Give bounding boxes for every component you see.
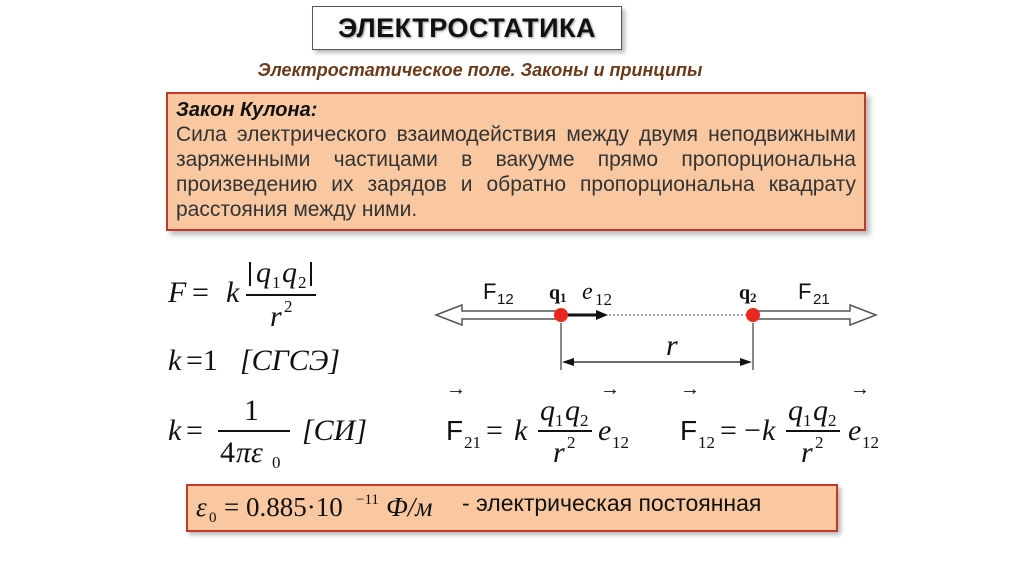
svg-text:1: 1 bbox=[555, 411, 564, 430]
f12-formula bbox=[680, 378, 879, 469]
svg-text:2: 2 bbox=[284, 297, 293, 316]
f12-label: F bbox=[483, 279, 497, 304]
svg-text:q: q bbox=[282, 256, 297, 289]
charge-q1 bbox=[554, 308, 568, 322]
coulomb-formula bbox=[167, 256, 316, 333]
svg-text:k: k bbox=[168, 414, 182, 447]
force-diagram bbox=[436, 279, 876, 370]
svg-text:1: 1 bbox=[272, 273, 281, 292]
section-subtitle: Электростатическое поле. Законы и принципы bbox=[257, 60, 703, 80]
svg-text:ε: ε bbox=[196, 492, 207, 522]
svg-text:= 0.885·10: = 0.885·10 bbox=[224, 492, 343, 522]
q2-sub: 2 bbox=[750, 290, 757, 305]
k-si-formula bbox=[168, 394, 367, 472]
f21-formula bbox=[446, 378, 629, 469]
svg-text:=: = bbox=[186, 414, 203, 447]
q1-label: q bbox=[549, 282, 561, 304]
svg-text:0: 0 bbox=[272, 453, 281, 472]
svg-text:1: 1 bbox=[803, 411, 812, 430]
f12-sub: 12 bbox=[497, 291, 514, 308]
k-si-unit: [СИ] bbox=[302, 414, 368, 447]
svg-text:q: q bbox=[256, 256, 271, 289]
svg-text:21: 21 bbox=[464, 433, 481, 452]
svg-text:→: → bbox=[446, 378, 466, 400]
svg-text:k: k bbox=[762, 414, 776, 447]
svg-text:−11: −11 bbox=[356, 492, 379, 508]
e12-sub: 12 bbox=[595, 290, 612, 309]
q2-label: q bbox=[739, 282, 751, 304]
svg-text:Ф/м: Ф/м bbox=[386, 492, 433, 522]
k-cgs-formula bbox=[168, 344, 340, 377]
distance-r-label: r bbox=[666, 329, 678, 362]
svg-text:q: q bbox=[813, 394, 828, 427]
svg-text:=: = bbox=[720, 414, 737, 447]
svg-text:→: → bbox=[680, 378, 700, 400]
svg-text:→: → bbox=[850, 378, 870, 400]
svg-text:q: q bbox=[565, 394, 580, 427]
svg-text:F: F bbox=[168, 276, 187, 309]
svg-text:e: e bbox=[848, 414, 862, 447]
svg-text:r: r bbox=[801, 436, 813, 469]
law-text: Сила электрического взаимодействия между двумя неподвижными заряженными частицами в вакууме прямо пропорциональна произведению их зарядов и обратно пропорциональна квадрату расстояния между ними. bbox=[176, 123, 856, 221]
svg-text:1: 1 bbox=[244, 394, 259, 427]
constant-description: - электрическая постоянная bbox=[462, 490, 762, 516]
svg-text:12: 12 bbox=[698, 433, 715, 452]
f12-arrow bbox=[436, 305, 560, 325]
svg-text:12: 12 bbox=[612, 433, 629, 452]
svg-text:k: k bbox=[514, 414, 528, 447]
svg-text:F: F bbox=[680, 415, 698, 446]
q1-sub: 1 bbox=[560, 290, 567, 305]
svg-text:=1: =1 bbox=[186, 344, 218, 377]
svg-text:0: 0 bbox=[209, 510, 217, 526]
svg-text:12: 12 bbox=[862, 433, 879, 452]
svg-text:2: 2 bbox=[567, 433, 576, 452]
svg-text:q: q bbox=[540, 394, 555, 427]
svg-text:r: r bbox=[553, 436, 565, 469]
svg-text:F: F bbox=[446, 415, 464, 446]
svg-text:r: r bbox=[270, 300, 282, 333]
svg-text:e: e bbox=[598, 414, 612, 447]
svg-text:=: = bbox=[486, 414, 503, 447]
charge-q2 bbox=[746, 308, 760, 322]
k-cgs-unit: [СГСЭ] bbox=[240, 344, 341, 377]
svg-text:2: 2 bbox=[298, 273, 307, 292]
f21-label: F bbox=[798, 279, 812, 304]
page-title: ЭЛЕКТРОСТАТИКА bbox=[337, 12, 597, 43]
f21-arrow bbox=[758, 305, 876, 325]
svg-text:πε: πε bbox=[236, 436, 263, 469]
svg-text:2: 2 bbox=[815, 433, 824, 452]
svg-text:2: 2 bbox=[580, 411, 589, 430]
svg-text:k: k bbox=[226, 276, 240, 309]
svg-text:−: − bbox=[744, 414, 761, 447]
constant-formula bbox=[186, 484, 466, 530]
law-title: Закон Кулона: bbox=[176, 99, 318, 121]
svg-text:=: = bbox=[192, 276, 209, 309]
svg-text:→: → bbox=[600, 378, 620, 400]
svg-text:q: q bbox=[788, 394, 803, 427]
e12-label: e bbox=[582, 279, 593, 305]
f21-sub: 21 bbox=[813, 291, 830, 308]
svg-text:2: 2 bbox=[828, 411, 837, 430]
svg-text:k: k bbox=[168, 344, 182, 377]
svg-text:4: 4 bbox=[220, 436, 235, 469]
